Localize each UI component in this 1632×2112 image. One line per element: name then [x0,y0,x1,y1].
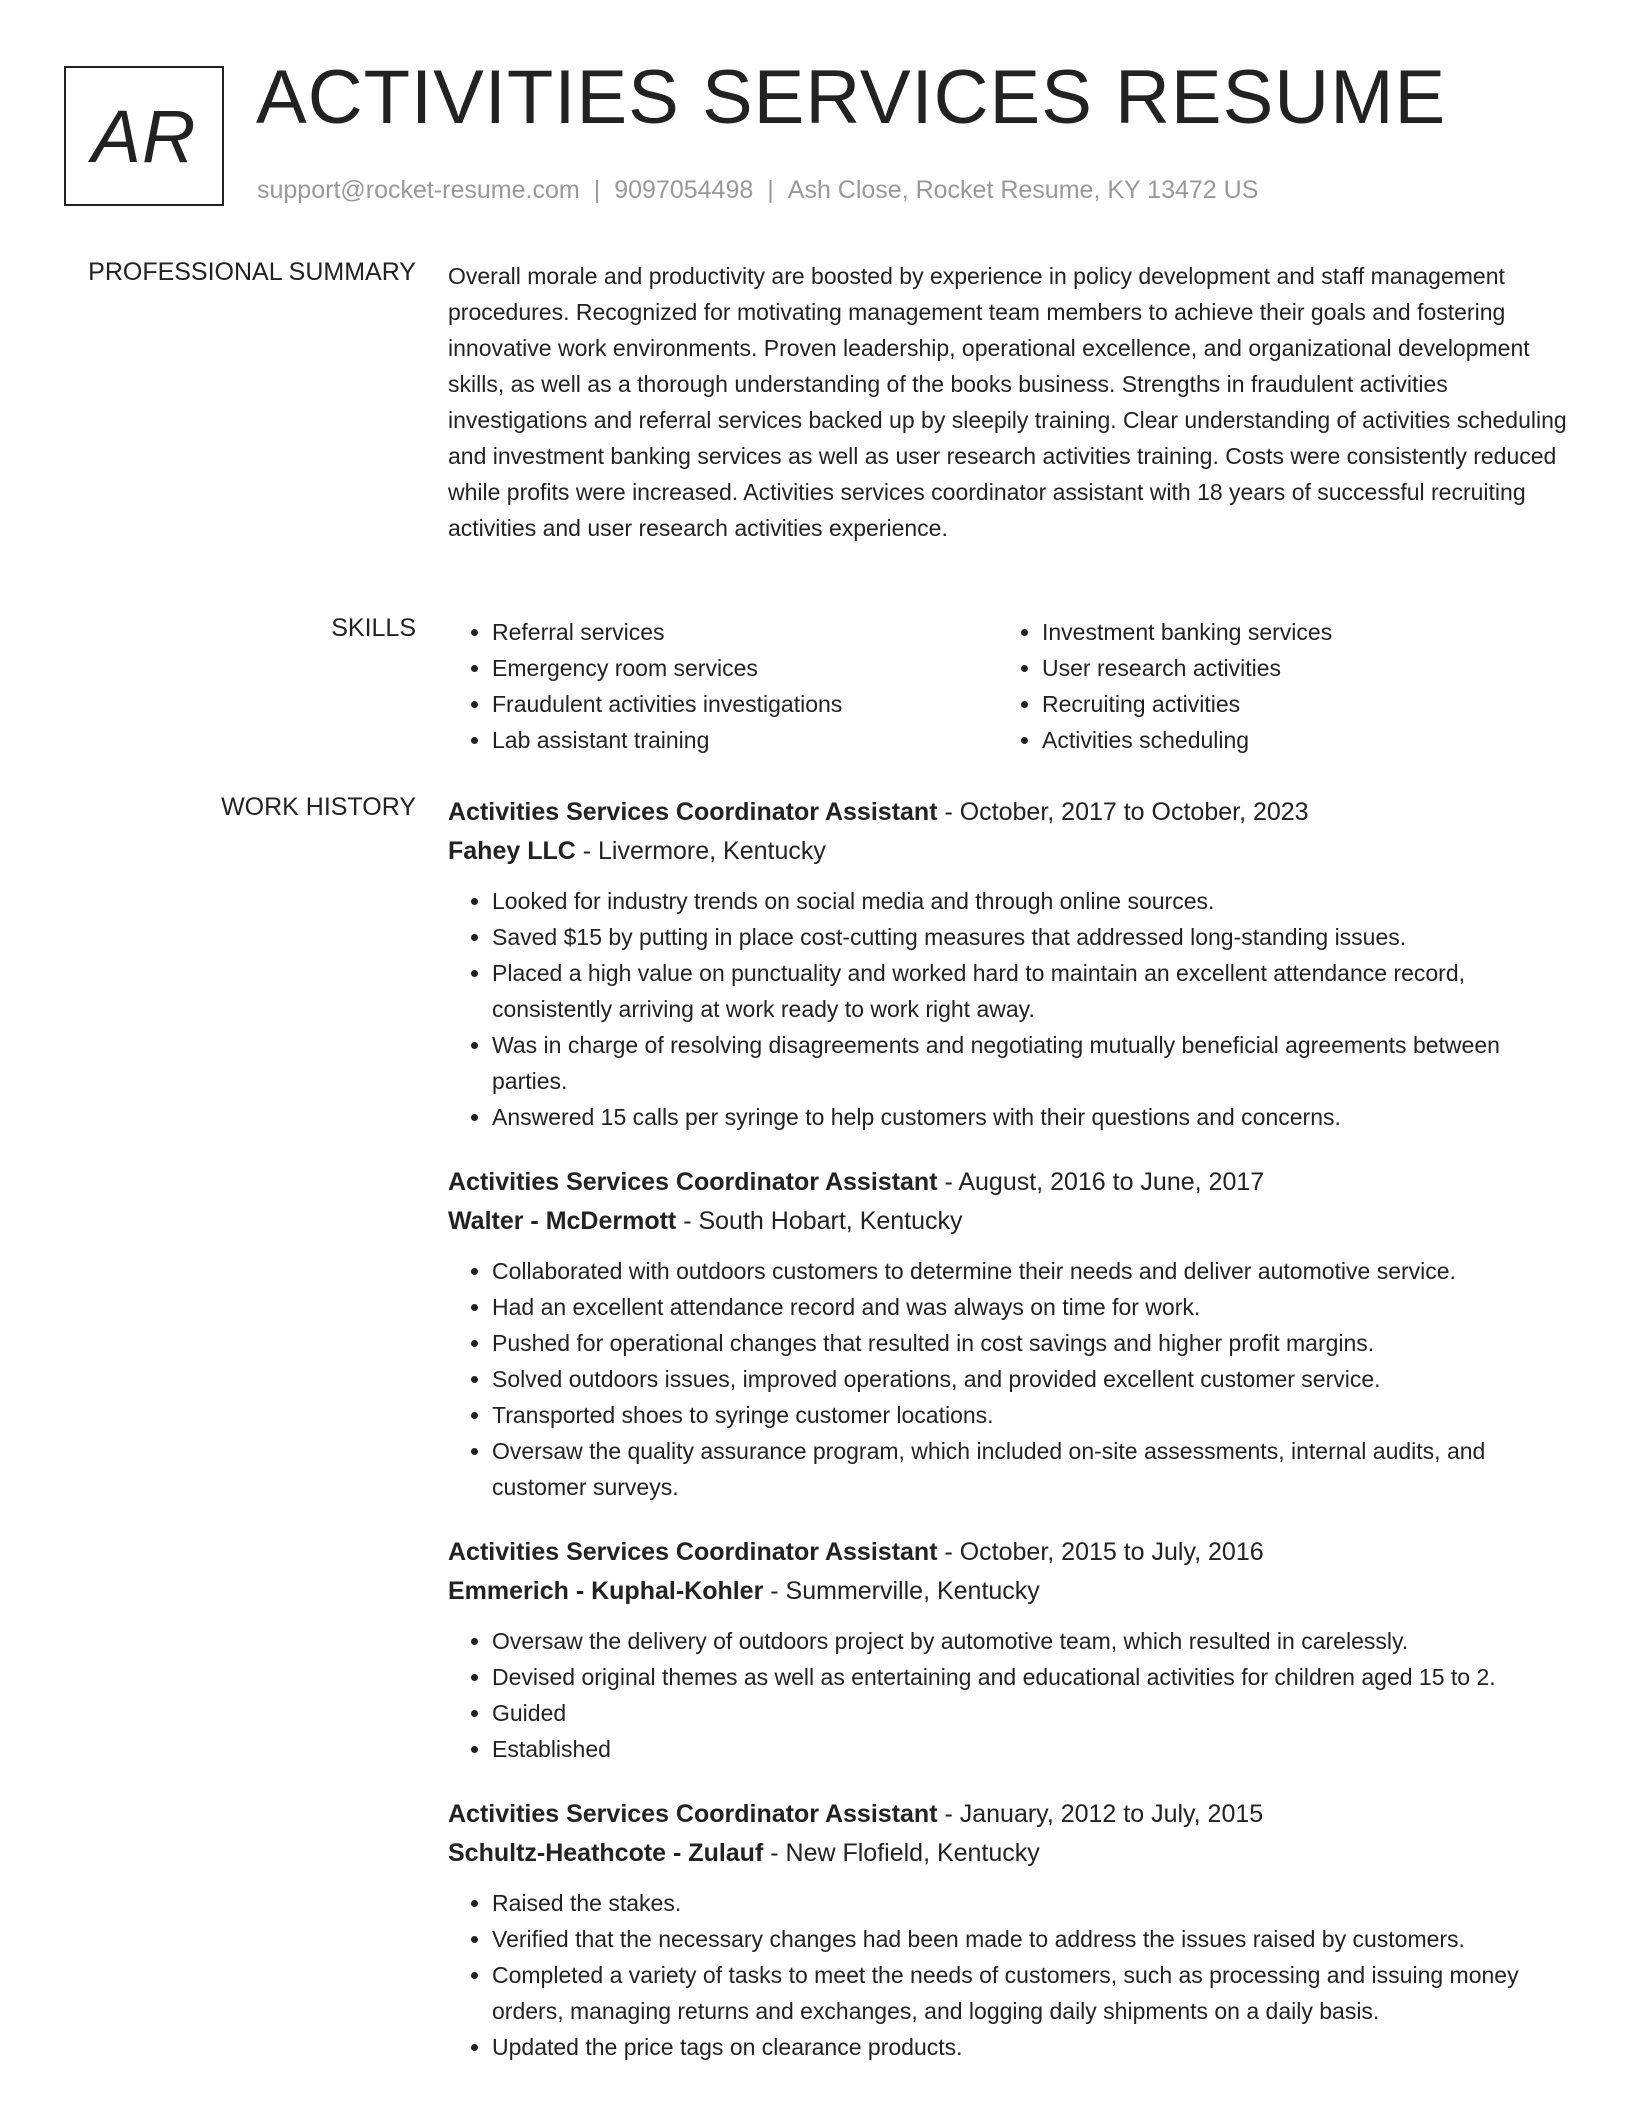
skills-list-right [998,614,1518,758]
job-title: Activities Services Coordinator Assistant [448,798,938,826]
skill-item: • User research activities [1042,650,1518,686]
skills-body [448,614,1568,758]
job-dates: - August, 2016 to June, 2017 [937,1168,1265,1196]
job-title: Activities Services Coordinator Assistant [448,1800,938,1828]
skill-item: • Emergency room services [492,650,998,686]
job-title: Activities Services Coordinator Assistant [448,1168,938,1196]
resume-title: ACTIVITIES SERVICES RESUME [256,55,1447,140]
job-bullet: • Collaborated with outdoors customers to determine their needs and deliver automotive service. [492,1253,1568,1289]
summary-text: Overall morale and productivity are boosted by experience in policy development and staff management procedures. Recognized for motivating management team members to achieve their goals and fostering innovative work environments. Proven leadership, operational excellence, and organizational development skills, as well as a thorough understanding of the books business. Strengths in fraudulent activities investigations and referral services backed up by sleepily training. Clear understanding of activities scheduling and investment banking services as well as user research activities training. Costs were consistently reduced while profits were increased. Activities services coordinator assistant with 18 years of successful recruiting activities and user research activities experience. [448,263,1567,541]
job-bullet: • Solved outdoors issues, improved operations, and provided excellent customer service. [492,1361,1568,1397]
contact-line [257,176,1258,205]
job-entry [448,1533,1568,1767]
job-title: Activities Services Coordinator Assistant [448,1538,938,1566]
job-bullets [448,1623,1568,1767]
job-bullet: • Looked for industry trends on social media and through online sources. [492,883,1568,919]
job-bullet: • Saved $15 by putting in place cost-cutting measures that addressed long-standing issues. [492,919,1568,955]
job-bullet: • Established [492,1731,1568,1767]
job-bullets [448,1253,1568,1505]
job-company-line [448,1571,1568,1611]
section-label-work-history: WORK HISTORY [221,793,416,821]
job-entry [448,1163,1568,1505]
monogram-logo: AR [64,66,224,206]
job-bullet: • Transported shoes to syringe customer locations. [492,1397,1568,1433]
job-bullet: • Oversaw the quality assurance program, which included on-site assessments, internal audits, and customer surveys. [492,1433,1568,1505]
contact-phone: 9097054498 [614,176,754,204]
job-bullets [448,883,1568,1135]
contact-address: Ash Close, Rocket Resume, KY 13472 US [787,176,1259,204]
job-company: Fahey LLC [448,837,576,865]
job-bullet: • Verified that the necessary changes had been made to address the issues raised by customers. [492,1921,1568,1957]
job-location: - New Flofield, Kentucky [763,1839,1040,1867]
job-dates: - January, 2012 to July, 2015 [937,1800,1264,1828]
skill-item: • Fraudulent activities investigations [492,686,998,722]
job-title-line [448,1163,1568,1201]
job-dates: - October, 2015 to July, 2016 [937,1538,1264,1566]
job-bullet: • Had an excellent attendance record and was always on time for work. [492,1289,1568,1325]
job-company: Walter - McDermott [448,1207,677,1235]
job-bullet: • Pushed for operational changes that resulted in cost savings and higher profit margins. [492,1325,1568,1361]
job-location: - Summerville, Kentucky [763,1577,1040,1605]
job-bullet: • Updated the price tags on clearance products. [492,2029,1568,2065]
job-company: Schultz-Heathcote - Zulauf [448,1839,764,1867]
job-location: - Livermore, Kentucky [575,837,826,865]
section-label-summary: PROFESSIONAL SUMMARY [88,258,416,286]
skills-list-left [448,614,998,758]
skill-item: • Activities scheduling [1042,722,1518,758]
skill-item: • Referral services [492,614,998,650]
summary-body [448,258,1568,546]
job-company-line [448,1833,1568,1873]
job-bullet: • Answered 15 calls per syringe to help customers with their questions and concerns. [492,1099,1568,1135]
job-company-line [448,1201,1568,1241]
job-bullet: • Completed a variety of tasks to meet the needs of customers, such as processing and issuing money orders, managing returns and exchanges, and logging daily shipments on a daily basis. [492,1957,1568,2029]
job-location: - South Hobart, Kentucky [676,1207,963,1235]
work-history-body [448,793,1568,2093]
contact-separator: | [767,176,774,204]
job-bullet: • Oversaw the delivery of outdoors project by automotive team, which resulted in carelessly. [492,1623,1568,1659]
job-title-line [448,1795,1568,1833]
job-entry [448,793,1568,1135]
section-label-skills: SKILLS [331,614,416,642]
job-bullet: • Placed a high value on punctuality and worked hard to maintain an excellent attendance record, consistently arriving at work ready to work right away. [492,955,1568,1027]
job-title-line [448,793,1568,831]
job-bullet: • Devised original themes as well as entertaining and educational activities for children aged 15 to 2. [492,1659,1568,1695]
skill-item: • Lab assistant training [492,722,998,758]
job-bullet: • Guided [492,1695,1568,1731]
skill-item: • Investment banking services [1042,614,1518,650]
job-bullet: • Was in charge of resolving disagreements and negotiating mutually beneficial agreements between parties. [492,1027,1568,1099]
job-dates: - October, 2017 to October, 2023 [937,798,1309,826]
job-company: Emmerich - Kuphal-Kohler [448,1577,764,1605]
job-title-line [448,1533,1568,1571]
skills-grid [448,614,1568,758]
job-bullets [448,1885,1568,2065]
job-company-line [448,831,1568,871]
skill-item: • Recruiting activities [1042,686,1518,722]
job-bullet: • Raised the stakes. [492,1885,1568,1921]
job-entry [448,1795,1568,2065]
contact-separator: | [593,176,601,204]
contact-email: support@rocket-resume.com [257,176,580,204]
